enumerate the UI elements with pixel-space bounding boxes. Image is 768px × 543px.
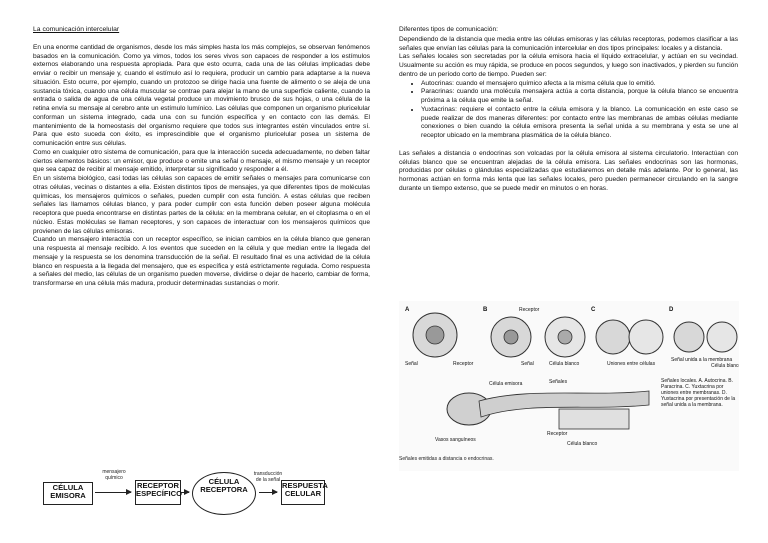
emitter-cell-box: CÉLULA EMISORA bbox=[43, 482, 93, 505]
paracrine-emitter-nucleus bbox=[504, 330, 518, 344]
label-target-cell-e: Célula blanco bbox=[567, 441, 598, 447]
left-paragraph-1: En una enorme cantidad de organismos, desde los más simples hasta los más complejos, se observan fenómenos basados en la comunicación. Como ya vimos, todos los seres vivos son capaces de responder a los estímulos externos elaborando una respuesta apropiada. Para que esto ocurra, cada una de las células implicadas debe enviar o recibir un mensaje y, cuando el estímulo así lo requiera, producir un cambio para adaptarse a la nueva situación. Esto ocurre, por ejemplo, cuando un protozoo se dirige hacia una fuente de alimento o se aleja de una sustancia tóxica, cuando una célula muscular se contrae para alejar la mano de una superficie caliente, cuando la entrada o salida de agua de una célula vegetal produce un movimiento brusco de sus hojas, o una célula de la retina envía su mensaje al cerebro ante un estímulo lumínico. Las células que componen un organismo pluricelular conforman un sistema integrado, cada una con su función específica y en contacto con las demás. El mantenimiento de la homeostasis del organismo requiere que todos sus integrantes estén vinculados entre sí. Para que esto suceda con éxito, es imprescindible que el organismo pluricelular posea un sistema de comunicación entre sus células. bbox=[33, 43, 370, 147]
communication-flow-diagram bbox=[33, 468, 373, 538]
type-autocrine: • Autocrinas: cuando el mensajero químico afecta a la misma célula que lo emitió. bbox=[421, 80, 738, 89]
label-target-cell-d: Célula blanco bbox=[711, 363, 739, 369]
juxtacrine-cell-2 bbox=[629, 320, 663, 354]
left-title: La comunicación intercelular bbox=[33, 26, 120, 33]
figure-caption: Señales emitidas a distancia o endocrinas. bbox=[399, 456, 494, 462]
label-emitter-cell: Célula emisora bbox=[489, 381, 523, 387]
label-blood-vessels: Vasos sanguíneos bbox=[435, 437, 476, 443]
right-paragraph-2: Las señales locales son secretadas por la célula emisora hacia el líquido extracelular, y actúan en su vecindad. Usualmente su acción es muy rápida, se produce en pocos segundos, y luego son inactivados, y pierden su función dentro de un período corto de tiempo. Pueden ser: bbox=[399, 53, 738, 78]
right-paragraph-3: Las señales a distancia o endocrinas son volcadas por la célula emisora al sistema circulatorio. Interactúan con células blanco que se encuentran alejadas de la célula emisora. Las señales endocrinas son las hormonas, producidas por células o glándulas especializadas que estudiaremos en detalle más adelante. Por lo general, las hormonas actúan en forma más lenta que las señales locales, pero pueden permanecer circulando en la sangre durante un tiempo extenso, que se puede medir en minutos o en horas. bbox=[399, 149, 738, 192]
label-signal-b: Señal bbox=[521, 361, 534, 367]
target-cell-d bbox=[707, 322, 737, 352]
receptor-cell-ellipse: CÉLULA RECEPTORA bbox=[192, 472, 256, 515]
target-tissue bbox=[559, 409, 629, 429]
label-receptor-c: Receptor bbox=[547, 431, 568, 437]
right-column bbox=[399, 26, 738, 194]
label-receptor-b: Receptor bbox=[519, 307, 540, 313]
presenting-cell bbox=[674, 322, 704, 352]
left-paragraph-3: En un sistema biológico, casi todas las células son capaces de emitir señales o mensajes para comunicarse con otras células, vecinas o distantes a ella. Existen distintos tipos de mensajes, ya que diferentes tipos de moléculas químicas, los mensajeros químicos o señales, pueden cumplir con esta función. A estas células que reciben señales las llamamos células blanco, y para poder cumplir con esta función deben poseer alguna molécula receptora que pueda encontrarse en distintas partes de la célula: en la membrana celular, en el citoplasma o en el núcleo. Estas moléculas se llaman receptores, y son capaces de interactuar con los mensajeros químicos que provienen de las células emisoras. bbox=[33, 175, 370, 235]
arrow-2 bbox=[181, 492, 189, 493]
type-paracrine: • Paracrinas: cuando una molécula mensajera actúa a corta distancia, porque la célula blanco se encuentra próxima a la célula que emite la señal. bbox=[421, 88, 738, 106]
label-signals: Señales bbox=[549, 379, 568, 385]
specific-receptor-box: RECEPTOR ESPECÍFICO bbox=[135, 480, 181, 505]
left-column bbox=[33, 26, 370, 289]
arrow-3 bbox=[259, 492, 277, 493]
panel-b-letter: B bbox=[483, 307, 488, 313]
label-target-cell: Célula blanco bbox=[549, 361, 580, 367]
right-title: Diferentes tipos de comunicación: bbox=[399, 26, 498, 33]
juxtacrine-cell-1 bbox=[596, 320, 630, 354]
panel-d-letter: D bbox=[669, 307, 674, 313]
type-juxtacrine: • Yuxtacrinas: requiere el contacto entre la célula emisora y la blanco. La comunicación en este caso se puede realizar de dos maneras diferentes: por contacto entre las membranas de ambas células mediante conexiones o bien cuando la célula emisora presenta la señal unida a su membrana y esta se une al receptor ubicado en la membrana plasmática de la célula blanco. bbox=[421, 106, 738, 141]
messenger-label: mensajero químico bbox=[102, 469, 126, 481]
panel-c-letter: C bbox=[591, 307, 596, 313]
autocrine-nucleus bbox=[426, 326, 444, 344]
label-receptor: Receptor bbox=[453, 361, 474, 367]
transduction-label: transducción de la señal bbox=[253, 471, 283, 483]
label-junctions: Uniones entre células bbox=[607, 361, 656, 367]
arrow-1 bbox=[95, 492, 131, 493]
paracrine-target-nucleus bbox=[558, 330, 572, 344]
local-signal-types bbox=[399, 80, 738, 141]
right-paragraph-1: Dependiendo de la distancia que media entre las células emisoras y las células receptoras, podemos clasificar a las señales que envían las células para la comunicación intercelular en dos tipos principales: locales y a distancia. bbox=[399, 35, 738, 52]
left-paragraph-2: Como en cualquier otro sistema de comunicación, para que la interacción suceda adecuadamente, no deben faltar ciertos elementos básicos: un emisor, que produce o emite una señal o mensaje, el mismo mensaje y un receptor que sea capaz de recibir al mensaje emitido, interpretar su significado y responder a él. bbox=[33, 148, 370, 174]
label-signal: Señal bbox=[405, 361, 418, 367]
left-paragraph-4: Cuando un mensajero interactúa con un receptor específico, se inician cambios en la célula blanco que generan una respuesta al mensaje recibido. A los eventos que suceden en la célula y que median entre la llegada del mensaje y la respuesta se los denomina transducción de la señal. El resultado final es una actividad de la célula blanco en respuesta a la llegada del mensajero, que es específica y está estrictamente regulada. Como respuesta a señales del medio, las células de un organismo pueden moverse, dividirse o dejar de hacerlo, cambiar de forma, transformarse en una célula más madura, producir determinadas sustancias o morir. bbox=[33, 236, 370, 287]
cell-response-box: RESPUESTA CELULAR bbox=[281, 480, 325, 505]
figure-legend: Señales locales. A. Autocrina. B. Paracrina. C. Yuxtacrina por uniones entre membranas. D. Yuxtacrina por presentación de la señal unida a la membrana. bbox=[661, 378, 736, 408]
panel-a-letter: A bbox=[405, 307, 410, 313]
label-membrane-signal: Señal unida a la membrana bbox=[671, 357, 733, 363]
